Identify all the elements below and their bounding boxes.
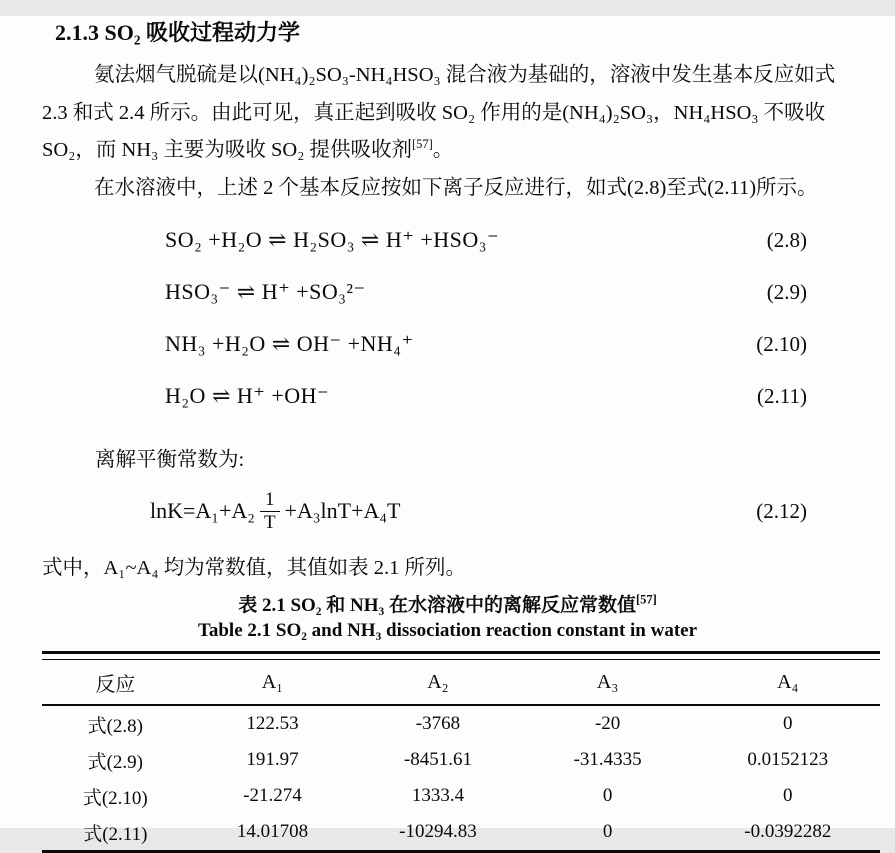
table-cell: 式(2.11) [83, 823, 148, 845]
table-cell: -20 [594, 713, 621, 734]
table-caption-en: Table 2.1 SO₂ and NH₃ dissociation reaction constant in water [197, 620, 698, 641]
paragraph-1 [0, 57, 895, 170]
table-row [42, 705, 880, 742]
table-cell: 0 [783, 713, 793, 734]
table-header-row [42, 660, 880, 705]
column-header: A₄ [696, 660, 880, 705]
table-cell: 式(2.10) [82, 787, 148, 809]
body-line: 氨法烟气脱硫是以(NH₄)₂SO₃-NH₄HSO₃ 混合液为基础的，溶液中发生基本反应如式 [94, 64, 836, 86]
table-row [42, 742, 880, 778]
dissociation-intro: 离解平衡常数为: [95, 449, 245, 471]
body-line: 在水溶液中，上述 2 个基本反应按如下离子反应进行，如式(2.8)至式(2.11)所示。 [94, 176, 818, 199]
equation-number: (2.9) [766, 279, 807, 304]
table-cell: 式(2.9) [87, 751, 144, 773]
table-row [42, 814, 880, 850]
table-top-rule [42, 651, 880, 660]
table-cell: 191.97 [246, 749, 299, 770]
equation-term-post: +A₃lnT+A₄T [284, 498, 401, 523]
table-row [42, 778, 880, 814]
section-title: SO₂ 吸收过程动力学 [104, 20, 300, 45]
equation-2-12 [0, 474, 895, 548]
table-caption-cn [0, 590, 895, 617]
equation-row [0, 266, 895, 318]
column-header: A₂ [356, 660, 519, 705]
table-cell: -21.274 [243, 785, 302, 806]
equation-formula: HSO₃⁻ ⇌ H⁺ +SO₃²⁻ [165, 279, 366, 304]
body-line [42, 132, 881, 170]
caption-text: 表 2.1 SO₂ 和 NH₃ 在水溶液中的离解反应常数值 [238, 595, 636, 616]
equation-row [0, 214, 895, 266]
body-text: SO₂，而 NH₃ 主要为吸收 SO₂ 提供吸收剂 [42, 139, 412, 161]
column-header: 反应 [42, 660, 189, 705]
reference-superscript: [57] [411, 137, 433, 152]
equation-formula: NH₃ +H₂O ⇌ OH⁻ +NH₄⁺ [165, 331, 414, 356]
equation-formula: SO₂ +H₂O ⇌ H₂SO₃ ⇌ H⁺ +HSO₃⁻ [165, 227, 500, 252]
table-cell: 0 [783, 785, 793, 806]
table-cell: 0 [602, 785, 613, 806]
equation-formula: H₂O ⇌ H⁺ +OH⁻ [165, 383, 330, 408]
body-text: 。 [432, 139, 454, 161]
equation-number: (2.12) [756, 498, 807, 523]
table-cell: 122.53 [246, 713, 299, 734]
equation-formula [150, 489, 400, 533]
table-cell: -0.0392282 [744, 821, 832, 842]
reference-superscript: [57] [635, 592, 657, 607]
document-page [0, 16, 895, 845]
section-number: 2.1.3 [55, 20, 99, 45]
body-line: 2.3 和式 2.4 所示。由此可见，真正起到吸收 SO₂ 作用的是(NH₄)₂SO₃，NH₄HSO₃ 不吸收 [42, 101, 826, 124]
equation-list [0, 214, 895, 422]
table-cell: 0.0152123 [747, 749, 829, 770]
column-header: A₃ [520, 660, 696, 705]
constants-table [42, 660, 880, 850]
fraction-numerator: 1 [264, 489, 275, 511]
equation-row [0, 318, 895, 370]
table-cell: 1333.4 [411, 785, 465, 806]
column-header: A₁ [189, 660, 357, 705]
equation-number: (2.10) [756, 331, 807, 356]
table-cell: 式(2.8) [87, 715, 144, 737]
table-cell: 0 [602, 821, 613, 842]
fraction [260, 489, 280, 533]
table-cell: -10294.83 [399, 821, 477, 842]
where-clause: 式中，A₁~A₄ 均为常数值，其值如表 2.1 所列。 [42, 557, 466, 579]
table-cell: -31.4335 [573, 749, 642, 770]
section-heading [55, 16, 895, 47]
table-cell: -8451.61 [403, 749, 472, 770]
table-cell: -3768 [415, 713, 461, 734]
equation-row [0, 370, 895, 422]
equation-number: (2.11) [757, 383, 807, 408]
fraction-denominator: T [260, 511, 280, 533]
equation-number: (2.8) [766, 227, 807, 252]
paragraph-2 [0, 170, 895, 208]
constants-table-wrap [42, 651, 880, 853]
equation-term-pre: lnK=A₁+A₂ [150, 498, 255, 523]
table-cell: 14.01708 [236, 821, 309, 842]
